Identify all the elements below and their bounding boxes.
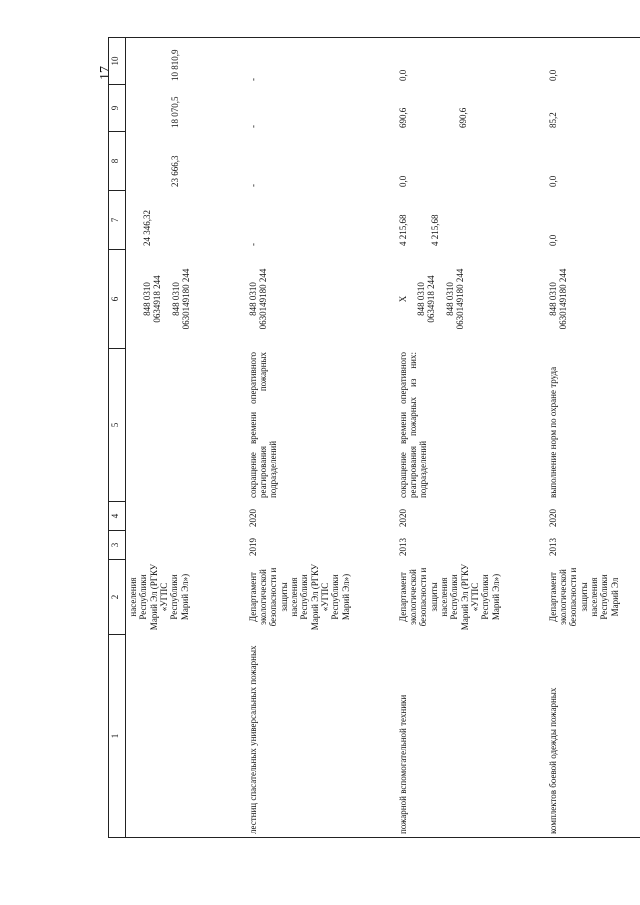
budget-table-sheet bbox=[108, 49, 620, 838]
measure-cell bbox=[126, 635, 246, 838]
value-2021-cell: - bbox=[247, 125, 258, 128]
budget-code: 848 0310 0634918 244 bbox=[142, 275, 163, 323]
total-marker: Х bbox=[397, 295, 408, 303]
measure-cell: пожарной вспомогательной техники bbox=[396, 635, 546, 838]
value-2022-cell: 0,0 bbox=[546, 38, 640, 85]
value-2020-cell: - bbox=[247, 184, 258, 187]
value-2019-cell: 4 215,68 4 215,68 bbox=[397, 214, 440, 246]
end-year-cell: 2020 bbox=[247, 509, 258, 527]
page-number: 17 bbox=[98, 66, 113, 80]
col-header-8: 8 bbox=[109, 132, 126, 191]
table-row bbox=[396, 38, 546, 838]
value-2021-cell: 85,2 bbox=[547, 112, 558, 128]
executor-cell: населения Республики Марий Эл (РГКУ «УГПС Республики Марий Эл») bbox=[128, 563, 190, 631]
value-2021-cell: 690,6 690,6 bbox=[397, 107, 468, 128]
col-header-9: 9 bbox=[109, 85, 126, 132]
column-number-row bbox=[109, 38, 126, 838]
budget-code-cell bbox=[126, 250, 246, 349]
col-header-2: 2 bbox=[109, 560, 126, 635]
end-year-cell bbox=[126, 502, 246, 531]
start-year-cell: 2019 bbox=[247, 538, 258, 556]
budget-code-cell bbox=[396, 250, 546, 349]
end-year-cell: 2020 bbox=[547, 509, 558, 527]
value-2019-cell: - bbox=[247, 243, 258, 246]
measure-cell: лестниц спасательных универсальных пожарных bbox=[246, 635, 396, 838]
end-year-cell: 2020 bbox=[397, 509, 408, 527]
budget-table bbox=[108, 37, 640, 838]
result-cell: сокращение времени оперативного реагирования пожарных подразделений bbox=[247, 352, 279, 498]
value-2019-cell: 24 346,32 bbox=[142, 210, 152, 246]
result-cell bbox=[126, 349, 246, 502]
budget-code-cell: 848 0310 0630149180 244 bbox=[547, 268, 568, 330]
value-2022-cell: - bbox=[246, 38, 396, 85]
measure-cell: комплектов боевой одежды пожарных bbox=[546, 635, 640, 838]
executor-cell: Департамент экологической безопасности и защиты населения Республики Марий Эл (РГКУ «УГПС Республики Марий Эл») bbox=[247, 563, 351, 631]
start-year-cell bbox=[126, 531, 246, 560]
executor-cell: Департамент экологической безопасности и защиты населения Республики Марий Эл bbox=[547, 567, 620, 627]
value-2022-cell: 0,0 bbox=[396, 38, 546, 85]
budget-code: 848 0310 0634918 244 bbox=[415, 275, 437, 323]
executor-cell: Департамент экологической безопасности и защиты населения Республики Марий Эл (РГКУ «УГПС Республики Марий Эл») bbox=[397, 563, 501, 631]
table-row bbox=[126, 38, 246, 838]
value-2020-cell: 0,0 bbox=[397, 175, 408, 187]
value-2020-cell: 0,0 bbox=[547, 175, 558, 187]
col-header-4: 4 bbox=[109, 502, 126, 531]
col-header-7: 7 bbox=[109, 191, 126, 250]
result-cell: сокращение времени оперативного реагирования пожарных из них: подразделений bbox=[397, 352, 429, 498]
table-row bbox=[246, 38, 396, 838]
start-year-cell: 2013 bbox=[547, 538, 558, 556]
col-header-10: 10 bbox=[109, 38, 126, 85]
col-header-6: 6 bbox=[109, 250, 126, 349]
value-2022-cell: 10 810,9 bbox=[126, 38, 246, 85]
table-row bbox=[546, 38, 640, 838]
value-2020-cell: 23 666,3 bbox=[170, 155, 180, 187]
budget-code: 848 0310 0630149180 244 bbox=[444, 268, 465, 330]
col-header-3: 3 bbox=[109, 531, 126, 560]
result-cell: выполнение норм по охране труда bbox=[547, 366, 558, 498]
value-2019-cell: 0,0 bbox=[547, 234, 558, 246]
value-2021-cell: 18 070,5 bbox=[170, 96, 180, 128]
budget-code: 848 0310 0630149180 244 bbox=[170, 268, 192, 330]
col-header-5: 5 bbox=[109, 349, 126, 502]
budget-code-cell: 848 0310 0630149180 244 bbox=[247, 268, 268, 330]
col-header-1: 1 bbox=[109, 635, 126, 838]
start-year-cell: 2013 bbox=[397, 538, 408, 556]
